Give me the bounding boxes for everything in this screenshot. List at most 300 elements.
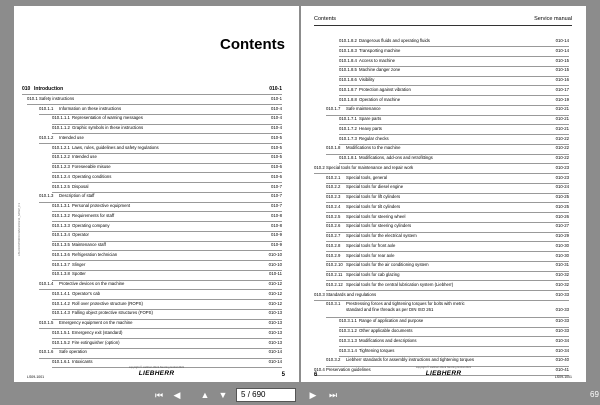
toc-entry-number: 010.1.8.4: [339, 57, 357, 63]
toc-entry-rule: [339, 85, 569, 86]
toc-entry[interactable]: [301, 214, 586, 224]
toc-entry-rule: [339, 134, 569, 135]
toc-entry-page: 010-13: [268, 320, 282, 325]
toc-entry-page: 010-41: [555, 367, 569, 372]
toc-entry-rule: [339, 336, 569, 337]
toc-entry[interactable]: [14, 154, 299, 164]
toc-entry-number: 010.1.5.1: [52, 329, 70, 335]
toc-entry-title: Special tools for steering wheel: [346, 213, 406, 219]
toc-entry-page: 010-29: [555, 233, 569, 238]
toc-entry-number: 010.2.6: [326, 223, 341, 229]
previous-page-button[interactable]: ◀: [173, 390, 181, 400]
toc-entry[interactable]: [301, 318, 586, 328]
toc-entry-title: Special tools for cab glazing: [346, 272, 400, 277]
toc-entry-title: Regular checks: [359, 135, 389, 141]
toc-entry-title: Spare parts: [359, 116, 382, 121]
toc-entry-rule: [52, 211, 282, 212]
toc-entry-rule: [52, 133, 282, 134]
toc-entry-page: 010-14: [555, 47, 569, 53]
toc-entry-page: 010-25: [555, 203, 569, 209]
toc-entry-number: 010.1.2.1: [52, 144, 70, 150]
toc-entry-rule: [39, 143, 282, 144]
toc-entry-number: 010.1.5.2: [52, 339, 70, 345]
toc-entry-page: 010-12: [268, 281, 282, 286]
toc-entry-rule: [314, 300, 569, 301]
toc-entry-rule: [326, 271, 569, 272]
toc-entry-number: 010.1.8: [326, 145, 341, 151]
toc-entry-title: Intoxicants: [72, 359, 93, 364]
toc-entry-title: Spotter: [72, 271, 86, 277]
toc-entry[interactable]: [14, 174, 299, 184]
toc-entry-rule: [52, 182, 282, 183]
toc-entry-title: Special tools for steering cylinders: [346, 223, 412, 229]
toc-entry[interactable]: [14, 106, 299, 116]
toc-entry-rule: [326, 280, 569, 281]
toc-entry-rule: [339, 95, 569, 96]
toc-entry[interactable]: [301, 58, 586, 68]
zoom-level[interactable]: 69: [590, 390, 599, 399]
toc-entry-rule: [339, 163, 569, 164]
toc-entry-title: Special tools for the electrical system: [346, 233, 417, 238]
toc-entry[interactable]: [14, 281, 299, 291]
toc-entry-rule: [326, 251, 569, 252]
toc-entry[interactable]: [301, 106, 586, 116]
toc-entry-number: 010.1.8.2: [339, 38, 357, 43]
toc-entry[interactable]: [301, 116, 586, 126]
scroll-up-button[interactable]: ▲: [200, 390, 210, 400]
toc-entry[interactable]: [301, 328, 586, 338]
toc-entry[interactable]: [301, 87, 586, 97]
toc-entry-title: Refrigeration technician: [72, 251, 118, 257]
toc-entry-page: 010-21: [555, 125, 569, 131]
toc-entry-title: Requirements for staff: [72, 212, 115, 218]
toc-entry-title: Operator: [72, 232, 89, 238]
toc-entry[interactable]: [301, 175, 586, 185]
toc-entry-page: 010-13: [268, 339, 282, 345]
current-page[interactable]: 5: [241, 390, 246, 399]
toc-entry-number: 010.3.1.3: [339, 337, 357, 343]
toc-entry-number: 010.1.1.1: [52, 115, 70, 121]
toc-entry[interactable]: [301, 301, 586, 318]
toc-entry-rule: [339, 46, 569, 47]
toc-entry[interactable]: [301, 194, 586, 204]
toc-entry-page: 010-19: [555, 96, 569, 102]
toc-entry-title: Disposal: [72, 183, 89, 189]
toc-entry[interactable]: [14, 223, 299, 233]
toc-entry[interactable]: [14, 86, 299, 96]
toc-entry-number: 010.2.11: [326, 272, 343, 277]
toc-entry-title: Description of staff: [59, 193, 95, 199]
toc-entry-page: 010-30: [555, 252, 569, 258]
toc-entry-page: 010-14: [268, 359, 282, 364]
toc-entry-rule: [39, 202, 282, 203]
toc-entry[interactable]: [14, 135, 299, 145]
toc-entry-rule: [22, 94, 282, 95]
toc-entry-page: 010-33: [555, 291, 569, 297]
toc-entry-rule: [52, 124, 282, 125]
page-title: Contents: [220, 36, 285, 53]
toc-entry-page: 010-1: [269, 86, 282, 92]
toc-entry-page: 010-8: [271, 222, 282, 228]
toc-entry-rule: [339, 124, 569, 125]
toc-entry[interactable]: [301, 155, 586, 165]
toc-entry-rule: [39, 114, 282, 115]
toc-entry[interactable]: [14, 340, 299, 350]
toc-entry[interactable]: [14, 271, 299, 281]
toc-entry-number: 010.2: [314, 164, 325, 170]
toc-entry-title: Safe operation: [59, 349, 87, 355]
toc-entry[interactable]: [14, 193, 299, 203]
toc-entry-title: Emergency exit (standard): [72, 329, 123, 335]
toc-entry-number: 010.2.5: [326, 213, 341, 219]
toc-entry-number: 010.3.2: [326, 357, 341, 363]
toc-entry-number: 010.1.3.5: [52, 242, 70, 247]
toc-entry[interactable]: [301, 348, 586, 358]
toc-entry-number: 010.2.3: [326, 194, 341, 199]
toc-entry-title: Graphic symbols in these instructions: [72, 125, 144, 130]
page-number-field[interactable]: [236, 388, 296, 402]
toc-entry-rule: [52, 348, 282, 349]
toc-entry-number: 010.1.2: [39, 134, 54, 140]
toc-entry-title: Personal protective equipment: [72, 203, 131, 208]
toc-entry-number: 010.4: [314, 367, 325, 372]
footer-doc-code: LS09-1001: [27, 375, 45, 379]
toc-entry-page: 010-13: [268, 329, 282, 335]
toc-entry[interactable]: [301, 223, 586, 233]
footer-copyright: copyright © Liebherr-Werk Nenzing GmbH 2021: [415, 366, 472, 369]
toc-entry-rule: [326, 290, 569, 291]
toc-entry-number: 010.1.1.2: [52, 125, 70, 130]
toc-entry-page: 010-7: [271, 183, 282, 189]
toc-entry-rule: [326, 232, 569, 233]
toc-entry-rule: [339, 356, 569, 357]
toc-entry-number: 010.1.3.2: [52, 212, 70, 218]
toc-entry-number: 010.1.3.8: [52, 271, 70, 277]
toc-entry[interactable]: [14, 164, 299, 174]
toc-entry-title: Roll over protective structure (ROPS): [72, 300, 143, 306]
toc-entry[interactable]: [301, 272, 586, 282]
toc-entry-number: 010.1.7: [326, 106, 341, 112]
toc-entry-title: Modifications to the machine: [346, 145, 401, 151]
page-separator: /: [247, 390, 250, 399]
toc-entry-title: Preservation guidelines: [326, 367, 371, 372]
toc-entry-rule: [52, 299, 282, 300]
toc-entry-rule: [52, 221, 282, 222]
toc-entry-rule: [52, 172, 282, 173]
toc-entry-title: Operator's cab: [72, 290, 101, 296]
toc-entry-page: 010-22: [555, 135, 569, 141]
toc-entry-title: Slinger: [72, 261, 86, 267]
toc-entry-rule: [326, 222, 569, 223]
toc-entry-page: 010-16: [555, 77, 569, 82]
toc-entry-number: 010.1.5: [39, 320, 54, 325]
toc-entry-title: Intended use: [72, 154, 97, 160]
toc-entry-number: 010.2.8: [326, 242, 341, 248]
toc-entry-number: 010.1.7.1: [339, 116, 357, 121]
toc-entry[interactable]: [14, 320, 299, 330]
toc-entry-title: Modifications and descriptions: [359, 337, 417, 343]
toc-entry-page: 010-11: [268, 271, 282, 277]
toc-entry-number: 010.1.6.1: [52, 359, 70, 364]
toc-entry-number: 010.1.3.6: [52, 251, 70, 257]
toc-entry-title: Operating company: [72, 222, 110, 228]
toc-entry-page: 010-14: [555, 38, 569, 43]
toc-entry[interactable]: [14, 203, 299, 213]
toc-entry-page: 010-5: [271, 144, 282, 150]
toc-entry-page: 010-9: [271, 232, 282, 238]
toc-entry-page: 010-5: [271, 154, 282, 160]
toc-entry-title: Introduction: [34, 86, 64, 92]
toc-entry-title: Maintenance staff: [72, 242, 106, 247]
toc-entry-number: 010.1.3.1: [52, 203, 70, 208]
page-5: [14, 6, 299, 382]
toc-entry-number: 010.2.12: [326, 281, 343, 287]
total-pages: 690: [252, 390, 266, 399]
toc-entry-title: Other applicable documents: [359, 328, 413, 333]
toc-entry-rule: [326, 261, 569, 262]
toc-entry-page: 010-33: [555, 328, 569, 333]
toc-entry-rule: [339, 105, 569, 106]
toc-entry-rule: [52, 280, 282, 281]
page-number: 5: [281, 372, 285, 378]
toc-entry-number: 010.1.2.4: [52, 173, 70, 179]
toc-entry-rule: [339, 66, 569, 67]
next-page-button[interactable]: ▶: [309, 390, 317, 400]
toc-entry-page: 010-34: [555, 337, 569, 343]
toc-entry-page: 010-5: [271, 134, 282, 140]
toc-entry-rule: [52, 319, 282, 320]
toc-entry-number: 010.2.10: [326, 262, 343, 268]
toc-entry[interactable]: [301, 338, 586, 348]
liebherr-logo: LIEBHERR: [425, 370, 462, 377]
toc-entry-page: 010-26: [555, 213, 569, 219]
toc-entry-number: 010.1.6: [39, 349, 54, 355]
toc-entry-page: 010-6: [271, 173, 282, 179]
toc-entry-title: Access to machine: [359, 57, 396, 63]
toc-entry-title: Special tools for front axle: [346, 242, 396, 248]
toc-entry-number: 010.1.3: [39, 193, 54, 199]
toc-entry[interactable]: [301, 126, 586, 136]
footer-doc-code: LS09-1001: [554, 375, 572, 379]
toc-entry-title: Standards and regulations: [326, 291, 377, 297]
toc-entry[interactable]: [14, 125, 299, 135]
toc-entry-page: 010-32: [555, 281, 569, 287]
toc-entry-title: Tightening torques: [359, 347, 395, 353]
toc-entry[interactable]: [14, 232, 299, 242]
toc-entry-title: Special tools for maintenance and repair work: [326, 164, 414, 170]
toc-entry-rule: [339, 346, 569, 347]
page-6: [301, 6, 586, 382]
toc-entry[interactable]: [14, 115, 299, 125]
toc-entry-title-cont: standard and fine threads as per DIN ISO 261: [346, 307, 434, 313]
toc-entry-number: 010.1.8.8: [339, 96, 357, 102]
toc-entry-page: 010-25: [555, 194, 569, 199]
toc-entry-rule: [326, 317, 569, 318]
toc-entry-title: Special tools, general: [346, 174, 388, 180]
toc-entry-title: Visibility: [359, 77, 375, 82]
toc-entry[interactable]: [14, 301, 299, 311]
toc-entry-title: Laws, rules, guidelines and safety regulations: [72, 144, 159, 150]
scroll-down-button[interactable]: ▼: [218, 390, 228, 400]
first-page-button[interactable]: ⏮: [154, 390, 164, 400]
toc-entry-title: Information on these instructions: [59, 105, 122, 111]
toc-entry-page: 010-10: [268, 251, 282, 257]
toc-entry[interactable]: [301, 253, 586, 263]
toc-entry-number: 010.1.3.7: [52, 261, 70, 267]
toc-entry[interactable]: [301, 262, 586, 272]
toc-entry-title: Special tools for lift cylinders: [346, 194, 401, 199]
toc-entry-title: Operating conditions: [72, 173, 112, 179]
toc-entry-title: Safety instructions: [39, 95, 75, 101]
toc-entry-page: 010-12: [268, 290, 282, 296]
toc-entry-title: Prestressing forces and tightening torques for bolts with metric: [346, 301, 465, 307]
toc-entry-title: Special tools for rear axle: [346, 252, 395, 258]
toc-entry-title: Heavy parts: [359, 125, 382, 131]
toc-entry[interactable]: [301, 243, 586, 253]
toc-entry-page: 010-23: [555, 174, 569, 180]
page-number: 6: [314, 372, 318, 378]
last-page-button[interactable]: ⏭: [328, 390, 338, 400]
toc-entry-page: 010-33: [555, 307, 569, 313]
toc-entry[interactable]: [14, 262, 299, 272]
toc-entry[interactable]: [301, 77, 586, 87]
toc-entry-number: 010.1.3.3: [52, 222, 70, 228]
toc-entry-title: Special tools for the central lubrication system (Liebherr): [346, 281, 454, 287]
toc-entry-page: 010-30: [555, 242, 569, 248]
toc-entry[interactable]: [14, 291, 299, 301]
toc-entry-title: Fire extinguisher (option): [72, 339, 120, 345]
toc-entry-number: 010.1.2.2: [52, 154, 70, 160]
toc-entry-page: 010-33: [555, 318, 569, 324]
toc-entry[interactable]: [301, 48, 586, 58]
toc-entry-number: 010.1.3.4: [52, 232, 70, 238]
toc-entry-title: Machine danger zone: [359, 67, 401, 73]
toc-entry-page: 010-23: [555, 164, 569, 170]
toc-entry[interactable]: [14, 252, 299, 262]
toc-entry-number: 010.1: [27, 95, 38, 101]
toc-entry-number: 010.1.2.3: [52, 164, 70, 169]
toc-entry-rule: [339, 144, 569, 145]
toc-entry[interactable]: [301, 97, 586, 107]
toc-entry[interactable]: [301, 204, 586, 214]
toc-entry-rule: [314, 173, 569, 174]
toc-entry-rule: [326, 241, 569, 242]
footer-copyright: copyright © Liebherr-Werk Nenzing GmbH 2021: [128, 366, 185, 369]
toc-entry[interactable]: [301, 145, 586, 155]
toc-entry-number: 010.1.4: [39, 281, 54, 286]
toc-entry-number: 010.1.2.5: [52, 183, 70, 189]
toc-entry-title: Transporting machine: [359, 47, 401, 53]
toc-entry[interactable]: [14, 96, 299, 106]
toc-entry-title: Safe maintenance: [346, 106, 381, 112]
toc-entry[interactable]: [14, 330, 299, 340]
toc-entry[interactable]: [14, 213, 299, 223]
toc-entry-rule: [52, 309, 282, 310]
toc-entry-rule: [339, 327, 569, 328]
toc-entry[interactable]: [14, 145, 299, 155]
toc-entry-page: 010-21: [555, 116, 569, 121]
toc-entry-number: 010.1.8.1: [339, 155, 357, 160]
toc-entry[interactable]: [14, 310, 299, 320]
toc-entry-title: Intended use: [59, 134, 84, 140]
toc-entry[interactable]: [301, 38, 586, 48]
toc-entry[interactable]: [301, 282, 586, 292]
toc-entry[interactable]: [14, 349, 299, 359]
toc-entry-page: 010-15: [555, 67, 569, 73]
toc-entry-title: Foreseeable misuse: [72, 164, 111, 169]
toc-entry-rule: [326, 202, 569, 203]
toc-entry-rule: [52, 270, 282, 271]
toc-entry-number: 010.2.4: [326, 203, 341, 209]
toc-entry-rule: [39, 328, 282, 329]
toc-entry[interactable]: [301, 233, 586, 243]
toc-entry-number: 010.1.8.5: [339, 67, 357, 73]
toc-entry-rule: [52, 231, 282, 232]
toc-entry-rule: [339, 56, 569, 57]
toc-entry-page: 010-10: [268, 261, 282, 267]
toc-entry-rule: [52, 241, 282, 242]
toc-entry-page: 010-4: [271, 125, 282, 130]
toc-entry-page: 010-1: [271, 95, 282, 101]
toc-list: [301, 38, 586, 377]
toc-entry-page: 010-40: [555, 357, 569, 363]
toc-entry-title: Range of application and purpose: [359, 318, 424, 324]
toc-entry-number: 010.1.1: [39, 105, 54, 111]
toc-entry-rule: [326, 212, 569, 213]
toc-entry-rule: [326, 193, 569, 194]
toc-entry-rule: [339, 76, 569, 77]
toc-entry-page: 010-31: [555, 262, 569, 268]
toc-entry-number: 010.3.1: [326, 301, 341, 307]
toc-entry[interactable]: [301, 184, 586, 194]
toc-entry-title: Emergency equipment on the machine: [59, 320, 133, 325]
toc-entry-page: 010-4: [271, 105, 282, 111]
toc-entry-title: Special tools for tilt cylinders: [346, 203, 401, 209]
toc-entry-rule: [52, 163, 282, 164]
toc-entry-page: 010-9: [271, 242, 282, 247]
toc-entry-page: 010-34: [555, 347, 569, 353]
toc-entry-title: Special tools for diesel engine: [346, 184, 404, 190]
toc-entry[interactable]: [14, 242, 299, 252]
toc-entry-page: 010-7: [271, 203, 282, 208]
toc-entry-number: 010.1.4.2: [52, 300, 70, 306]
toc-entry-rule: [52, 260, 282, 261]
toc-entry-number: 010.2.7: [326, 233, 341, 238]
toc-entry-number: 010: [22, 86, 31, 92]
toc-entry-rule: [326, 154, 569, 155]
toc-entry-page: 010-13: [268, 310, 282, 316]
toc-entry-title: Modifications, add-ons and retrofittings: [359, 155, 433, 160]
toc-entry[interactable]: [301, 136, 586, 146]
liebherr-logo: LIEBHERR: [138, 370, 175, 377]
toc-entry-page: 010-27: [555, 223, 569, 229]
toc-entry[interactable]: [301, 292, 586, 302]
toc-entry[interactable]: [301, 165, 586, 175]
header-manual: Service manual: [534, 16, 572, 22]
toc-entry-number: 010.1.8.3: [339, 47, 357, 53]
side-doc-code: LBH/10665906/V9/EN/20211_MNW_C1: [17, 202, 21, 256]
toc-entry-number: 010.1.7.3: [339, 135, 357, 141]
toc-entry-rule: [326, 115, 569, 116]
toc-entry-number: 010.2.1: [326, 174, 341, 180]
toc-entry-number: 010.1.4.1: [52, 290, 70, 296]
toc-entry-rule: [27, 104, 282, 105]
toc-entry-number: 010.2.2: [326, 184, 341, 190]
toc-entry-page: 010-24: [555, 184, 569, 190]
toc-entry[interactable]: [14, 184, 299, 194]
toc-entry-page: 010-21: [555, 106, 569, 112]
toc-entry[interactable]: [301, 67, 586, 77]
